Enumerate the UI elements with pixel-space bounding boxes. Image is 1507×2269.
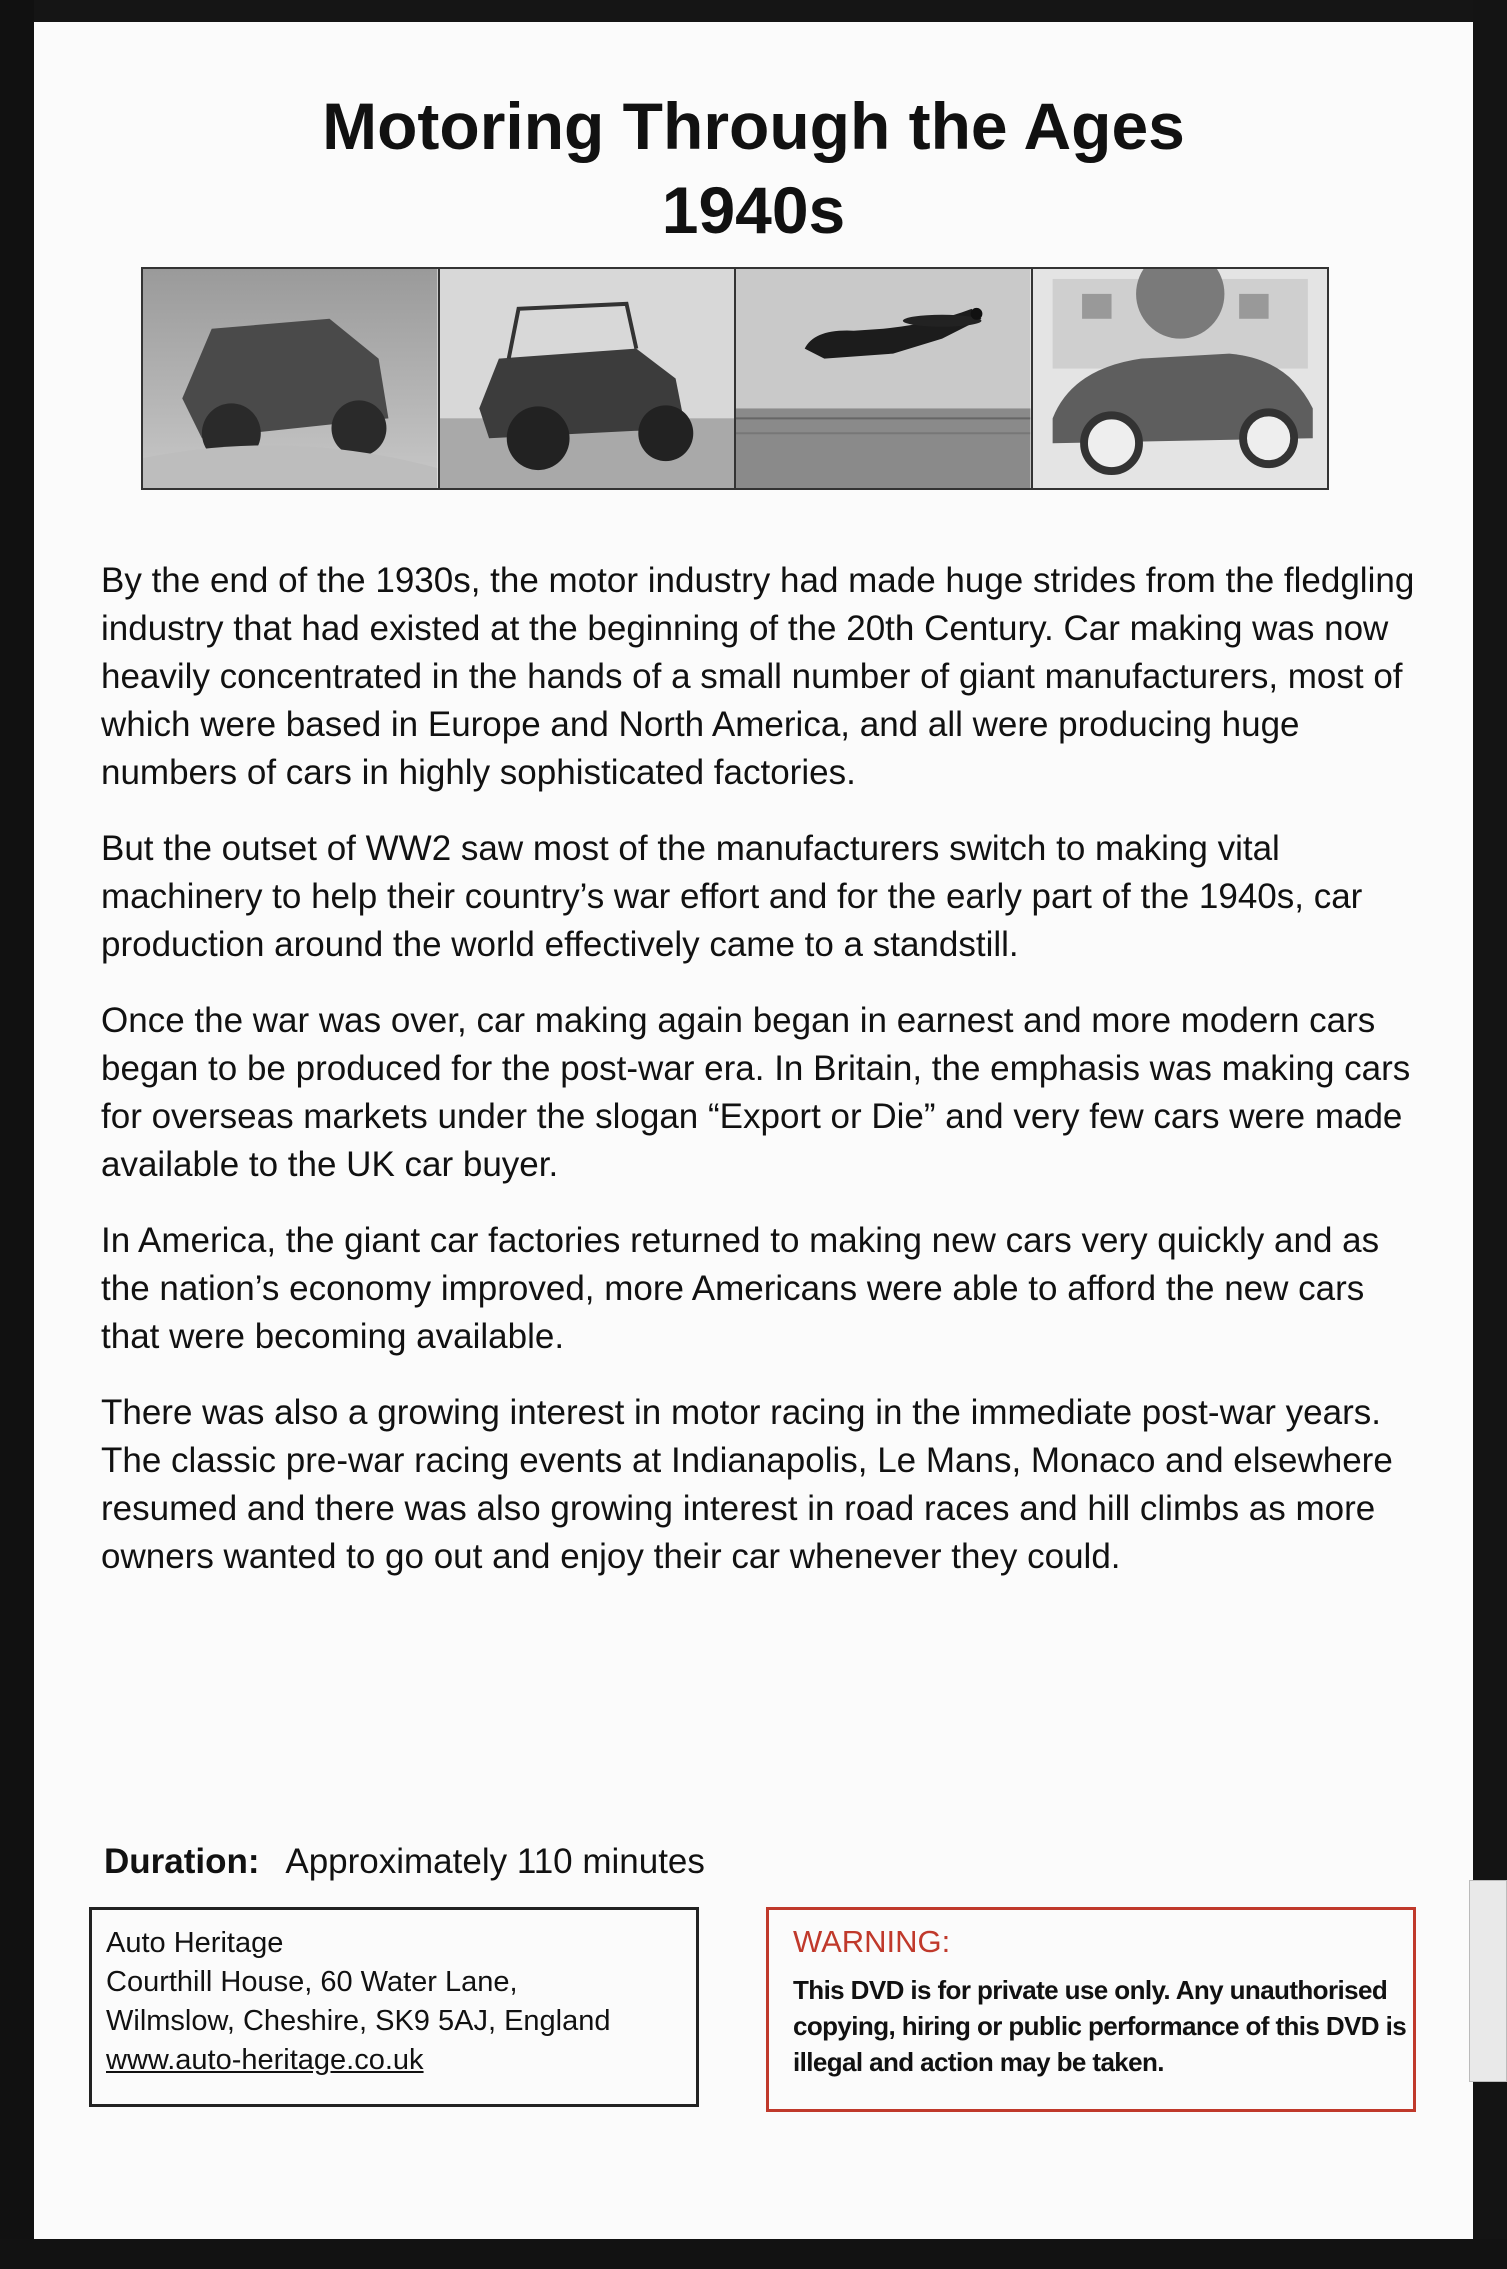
warning-text: This DVD is for private use only. Any unauthorised copying, hiring or public performance of this DVD is illegal and action may be taken.	[793, 1975, 1407, 2077]
case-edge-bottom	[0, 2239, 1507, 2269]
title-line-1: Motoring Through the Ages	[322, 89, 1185, 163]
case-clip	[1469, 1880, 1507, 2082]
paragraph: In America, the giant car factories returned to making new cars very quickly and as the nation’s economy improved, more Americans were able to afford the new cars that were becoming available.	[101, 1221, 1380, 1356]
address-box	[89, 1907, 699, 2107]
paragraph: Once the war was over, car making again began in earnest and more modern cars began to be produced for the post-war era. In Britain, the emphasis was making cars for overseas markets under the slogan “Export or Die” and very few cars were made available to the UK car buyer.	[101, 1001, 1411, 1184]
title-line-2: 1940s	[661, 173, 846, 247]
dvd-back-cover	[34, 22, 1473, 2239]
address-line-2: Wilmslow, Cheshire, SK9 5AJ, England	[106, 2005, 611, 2037]
paragraph: By the end of the 1930s, the motor industry had made huge strides from the fledgling industry that had existed at the beginning of the 20th Century. Car making was now heavily concentrated in the hands of a small number of giant manufacturers, most of which were based in Europe and North America, and all were producing huge numbers of cars in highly sophisticated factories.	[101, 561, 1415, 792]
sedan-photo	[1033, 269, 1328, 488]
case-edge-left	[0, 0, 34, 2269]
duration	[104, 1842, 705, 1882]
jeep-photo	[440, 269, 737, 488]
page-title	[34, 84, 1473, 252]
aerocar-photo	[736, 269, 1033, 488]
warning-title: WARNING:	[793, 1924, 951, 1959]
company-name: Auto Heritage	[106, 1927, 284, 1959]
photo-strip	[141, 267, 1329, 490]
description	[101, 557, 1421, 1609]
duration-label: Duration:	[104, 1842, 260, 1881]
paragraph: There was also a growing interest in motor racing in the immediate post-war years. The classic pre-war racing events at Indianapolis, Le Mans, Monaco and elsewhere resumed and there was also growing interest in road races and hill climbs as more owners wanted to go out and enjoy their car whenever they could.	[101, 1393, 1393, 1576]
website-link[interactable]: www.auto-heritage.co.uk	[106, 2044, 424, 2076]
armoured-car-photo	[143, 269, 440, 488]
duration-value: Approximately 110 minutes	[285, 1842, 705, 1881]
address-line-1: Courthill House, 60 Water Lane,	[106, 1966, 518, 1998]
case-edge-top	[0, 0, 1507, 22]
paragraph: But the outset of WW2 saw most of the manufacturers switch to making vital machinery to help their country’s war effort and for the early part of the 1940s, car production around the world effectively came to a standstill.	[101, 829, 1363, 964]
warning-box	[766, 1907, 1416, 2112]
